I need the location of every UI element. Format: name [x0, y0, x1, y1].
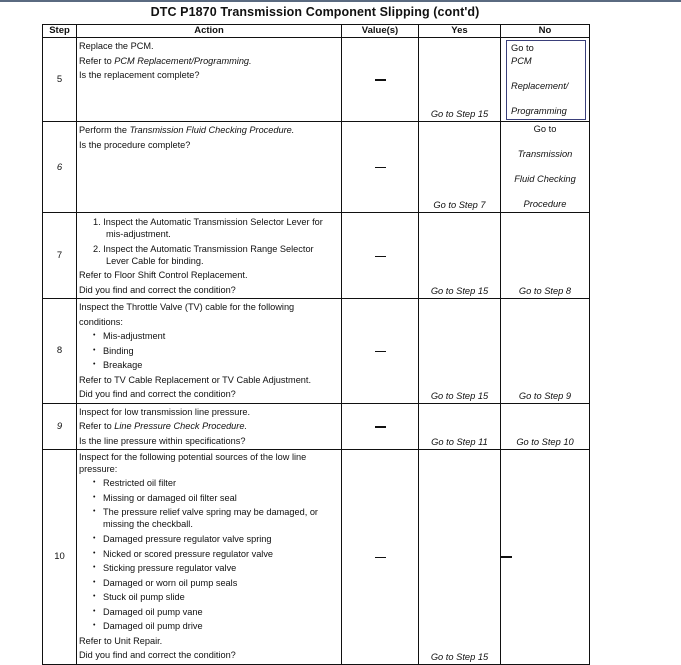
text: Programming	[511, 106, 567, 116]
text: Procedure	[523, 199, 567, 209]
action-line: Inspect for the following potential sources of the low line	[79, 452, 307, 463]
action-cell	[77, 403, 342, 450]
value-cell	[342, 299, 419, 404]
step-number: 10	[43, 450, 77, 665]
numbered-item: 2. Inspect the Automatic Transmission Range Selector Lever Cable for binding.	[93, 243, 314, 266]
action-question: Is the line pressure within specifications?	[79, 435, 246, 446]
no-goto[interactable]: Go to Step 9	[518, 390, 572, 401]
no-cell	[501, 299, 590, 404]
text: Refer to	[79, 421, 115, 432]
bullet-item: • Sticking pressure regulator valve	[79, 561, 339, 576]
yes-goto[interactable]: Go to Step 15	[430, 109, 489, 119]
text: Go to	[533, 124, 557, 134]
action-question: Is the replacement complete?	[79, 70, 200, 80]
step-number: 6	[43, 122, 77, 213]
header-no: No	[501, 25, 590, 38]
bullet-item: • Damaged oil pump vane	[79, 605, 339, 620]
yes-goto[interactable]: Go to Step 15	[430, 286, 489, 297]
value-cell	[342, 450, 419, 665]
header-action: Action	[77, 25, 342, 38]
dash-mark	[375, 79, 386, 80]
action-question: Is the procedure complete?	[79, 139, 191, 150]
dash-mark	[375, 557, 386, 558]
yes-goto[interactable]: Go to Step 7	[433, 200, 486, 210]
yes-cell	[419, 450, 501, 665]
text: Refer to	[79, 55, 115, 66]
text: Transmission	[517, 149, 573, 159]
no-cell	[501, 122, 590, 213]
window-top-border	[0, 0, 681, 2]
header-row	[43, 25, 590, 38]
no-cell	[501, 38, 590, 122]
bullet-item: • Damaged pressure regulator valve spring	[79, 532, 339, 547]
step-number: 8	[43, 299, 77, 404]
dash-mark	[375, 256, 386, 257]
bullet-item: • Binding	[79, 344, 339, 359]
value-cell	[342, 403, 419, 450]
bullet-item: • Damaged oil pump drive	[79, 619, 339, 634]
action-question: Did you find and correct the condition?	[79, 284, 236, 295]
no-dash	[501, 556, 512, 558]
action-cell	[77, 38, 342, 122]
action-line	[79, 419, 339, 434]
action-line	[79, 123, 339, 138]
action-line: Inspect for low transmission line pressure.	[79, 406, 251, 417]
action-cell	[77, 299, 342, 404]
bullet-item: • Nicked or scored pressure regulator valve	[79, 547, 339, 562]
page-title: DTC P1870 Transmission Component Slipping (cont'd)	[150, 5, 480, 19]
text: Perform the	[79, 125, 130, 135]
action-line	[79, 54, 339, 69]
value-cell	[342, 213, 419, 299]
yes-goto[interactable]: Go to Step 11	[431, 437, 488, 448]
action-line: Replace the PCM.	[79, 41, 154, 51]
line-pressure-link[interactable]: Line Pressure Check Procedure.	[114, 421, 248, 432]
action-cell	[77, 213, 342, 299]
action-cell	[77, 450, 342, 665]
text: Go to	[511, 43, 534, 53]
header-yes: Yes	[419, 25, 501, 38]
yes-goto[interactable]: Go to Step 15	[430, 390, 489, 401]
step-number: 5	[43, 38, 77, 122]
dash-mark	[375, 167, 386, 168]
bullet-item: • Mis-adjustment	[79, 329, 339, 344]
action-line: Refer to Floor Shift Control Replacement.	[79, 270, 248, 281]
no-cell	[501, 213, 590, 299]
bullet-item: • Restricted oil filter	[79, 476, 339, 491]
yes-goto[interactable]: Go to Step 15	[430, 651, 489, 662]
bullet-item: • Missing or damaged oil filter seal	[79, 491, 339, 506]
action-question: Did you find and correct the condition?	[79, 389, 236, 400]
table-row-step-8	[43, 299, 590, 404]
step-number: 7	[43, 213, 77, 299]
no-goto[interactable]: Go to Step 10	[516, 437, 574, 448]
value-cell	[342, 122, 419, 213]
value-cell	[342, 38, 419, 122]
action-question: Did you find and correct the condition?	[79, 650, 236, 661]
diagnostic-table	[42, 24, 590, 665]
yes-cell	[419, 38, 501, 122]
yes-cell	[419, 403, 501, 450]
no-goto-pcm-link[interactable]	[506, 40, 586, 120]
bullet-item: • Damaged or worn oil pump seals	[79, 576, 339, 591]
yes-cell	[419, 299, 501, 404]
dash-mark	[375, 351, 386, 352]
text: Replacement/	[511, 81, 569, 91]
text: Fluid Checking	[514, 174, 576, 184]
table-row-step-10	[43, 450, 590, 665]
yes-cell	[419, 122, 501, 213]
action-line: Refer to Unit Repair.	[79, 635, 163, 646]
text: PCM	[511, 56, 532, 66]
action-line: pressure:	[79, 464, 118, 475]
numbered-item: 1. Inspect the Automatic Transmission Selector Lever for mis-adjustment.	[93, 217, 323, 240]
no-goto[interactable]: Go to Step 8	[518, 286, 572, 297]
table-row-step-9	[43, 403, 590, 450]
yes-cell	[419, 213, 501, 299]
table-row-step-6	[43, 122, 590, 213]
pcm-replacement-link[interactable]: PCM Replacement/Programming.	[114, 55, 252, 66]
bullet-item: • Stuck oil pump slide	[79, 590, 339, 605]
table-row-step-7	[43, 213, 590, 299]
header-step: Step	[43, 25, 77, 38]
no-goto-fluid-link[interactable]	[501, 122, 589, 212]
dash-mark	[375, 426, 386, 427]
fluid-checking-link[interactable]: Transmission Fluid Checking Procedure.	[129, 125, 295, 135]
no-cell	[501, 403, 590, 450]
action-line: Inspect the Throttle Valve (TV) cable for the following	[79, 302, 295, 313]
step-number: 9	[43, 403, 77, 450]
table-row-step-5	[43, 38, 590, 122]
action-line: Refer to TV Cable Replacement or TV Cable Adjustment.	[79, 374, 312, 385]
header-values: Value(s)	[342, 25, 419, 38]
bullet-item: • Breakage	[79, 358, 339, 373]
action-line: conditions:	[79, 316, 123, 327]
action-cell	[77, 122, 342, 213]
no-cell	[501, 450, 590, 665]
bullet-item: • The pressure relief valve spring may be damaged, or missing the checkball.	[79, 506, 339, 530]
